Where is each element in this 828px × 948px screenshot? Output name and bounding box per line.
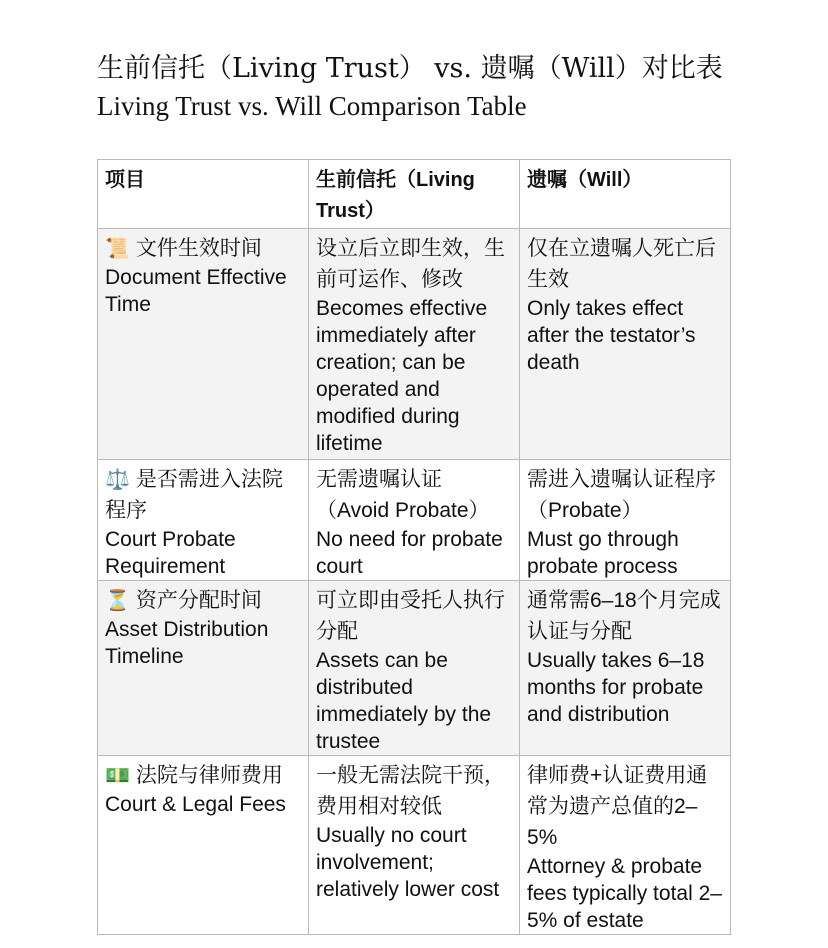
title-block (97, 50, 723, 124)
scales-icon: ⚖️ (105, 467, 130, 491)
item-label-zh: 法院与律师费用 (135, 764, 283, 787)
trust-text-zh: 一般无需法院干预，费用相对较低 (316, 764, 505, 818)
item-label-zh: 资产分配时间 (135, 589, 262, 612)
trust-text-en: No need for probate court (316, 528, 503, 578)
will-text-en: Must go through probate process (527, 528, 679, 578)
header-item: 项目 (98, 160, 309, 229)
hourglass-icon: ⏳ (105, 588, 130, 612)
will-cell (520, 229, 731, 460)
trust-text-zh: 设立后立即生效，生前可运作、修改 (316, 237, 505, 291)
title-english: Living Trust vs. Will Comparison Table (97, 91, 527, 121)
header-living-trust: 生前信托（Living Trust） (309, 160, 520, 229)
trust-cell (309, 229, 520, 460)
will-text-en: Attorney & probate fees typically total 2–5% of estate (527, 855, 722, 932)
item-cell (98, 229, 309, 460)
trust-text-en: Becomes effective immediately after creation; can be operated and modified during lifetime (316, 297, 488, 455)
trust-cell (309, 460, 520, 581)
item-cell (98, 756, 309, 935)
will-cell (520, 756, 731, 935)
table-row (98, 581, 731, 756)
trust-text-en: Assets can be distributed immediately by the trustee (316, 649, 492, 753)
trust-cell (309, 756, 520, 935)
item-label-zh: 是否需进入法院程序 (105, 468, 283, 522)
trust-text-en: Usually no court involvement; relatively lower cost (316, 824, 500, 901)
item-label-en: Asset Distribution Timeline (105, 618, 269, 668)
table-row (98, 756, 731, 935)
item-cell (98, 460, 309, 581)
will-cell (520, 460, 731, 581)
item-label-zh: 文件生效时间 (135, 237, 262, 260)
header-will: 遗嘱（Will） (520, 160, 731, 229)
trust-text-zh: 可立即由受托人执行分配 (316, 589, 505, 643)
will-cell (520, 581, 731, 756)
title-chinese: 生前信托（Living Trust） vs. 遗嘱（Will）对比表 (97, 53, 723, 84)
will-text-zh: 需进入遗嘱认证程序（Probate） (527, 468, 716, 522)
will-text-en: Usually takes 6–18 months for probate and distribution (527, 649, 705, 726)
will-text-zh: 仅在立遗嘱人死亡后生效 (527, 237, 716, 291)
comparison-table (97, 159, 731, 935)
header-row (98, 160, 731, 229)
money-icon: 💵 (105, 763, 130, 787)
table-row (98, 460, 731, 581)
will-text-en: Only takes effect after the testator’s death (527, 297, 696, 374)
item-label-en: Court & Legal Fees (105, 793, 286, 816)
trust-cell (309, 581, 520, 756)
table-row (98, 229, 731, 460)
will-text-zh: 律师费+认证费用通常为遗产总值的2–5% (527, 764, 708, 849)
item-label-en: Court Probate Requirement (105, 528, 236, 578)
scroll-icon: 📜 (105, 236, 130, 260)
trust-text-zh: 无需遗嘱认证（Avoid Probate） (316, 468, 490, 522)
will-text-zh: 通常需6–18个月完成认证与分配 (527, 589, 721, 643)
item-cell (98, 581, 309, 756)
item-label-en: Document Effective Time (105, 266, 287, 316)
